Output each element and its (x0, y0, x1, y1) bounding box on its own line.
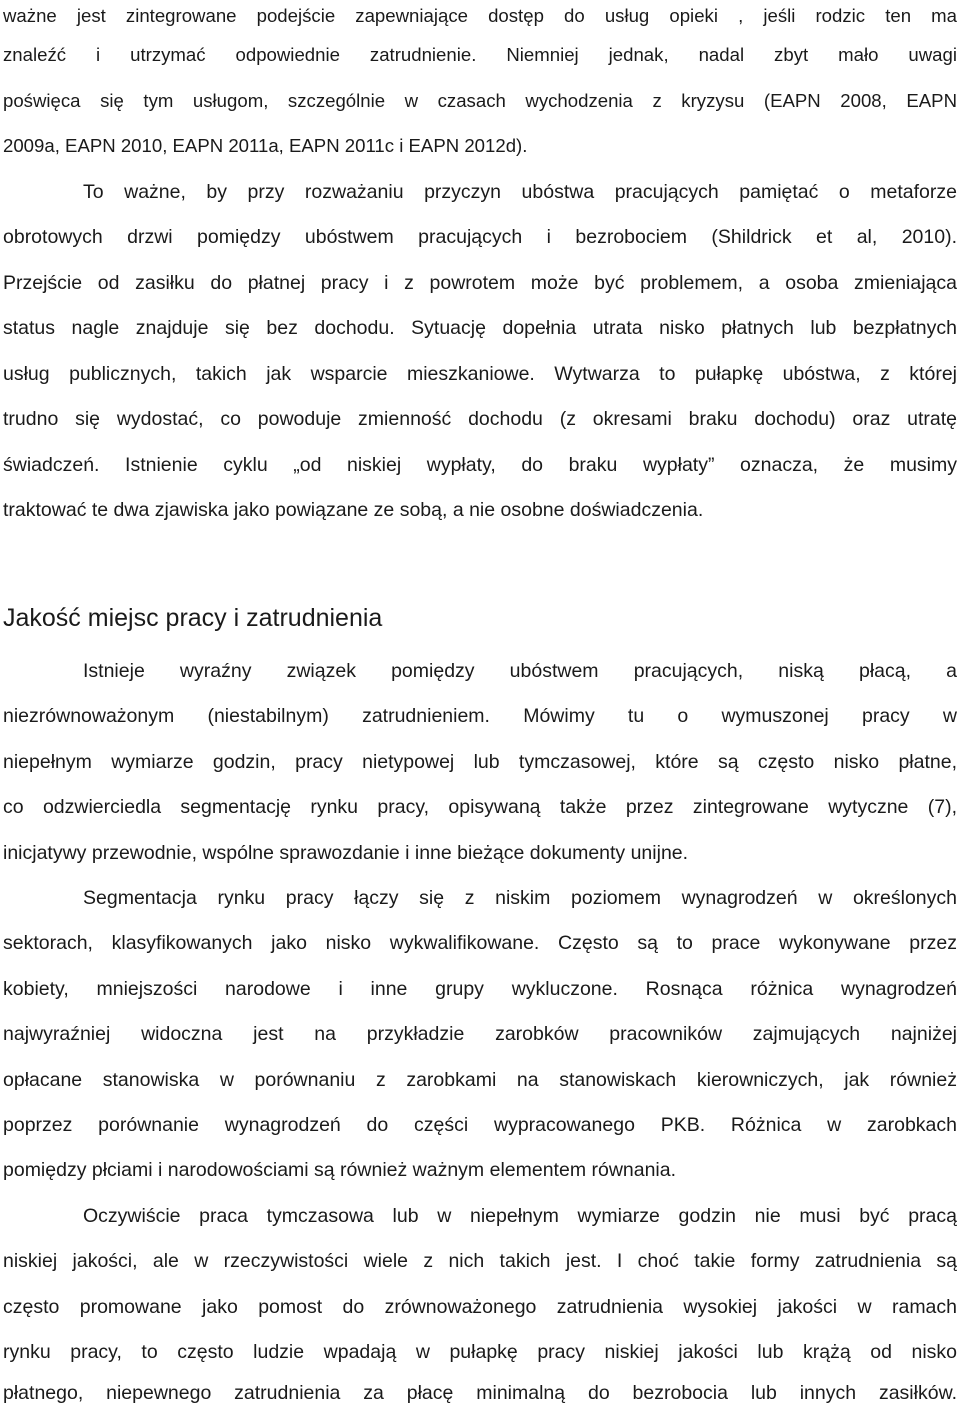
paragraph-2-line: trudno się wydostać, co powoduje zmienność dochodu (z okresami braku dochodu) oraz utratę (3, 408, 957, 430)
paragraph-3-line: Istnieje wyraźny związek pomiędzy ubóstwem pracujących, niską płacą, a (83, 660, 957, 682)
paragraph-3-line: co odzwierciedla segmentację rynku pracy, opisywaną także przez zintegrowane wytyczne (7), (3, 796, 957, 818)
paragraph-1-line: ważne jest zintegrowane podejście zapewniające dostęp do usług opieki , jeśli rodzic ten ma (3, 5, 957, 26)
paragraph-4-line: opłacane stanowiska w porównaniu z zarobkami na stanowiskach kierowniczych, jak również (3, 1069, 957, 1091)
paragraph-2-line: To ważne, by przy rozważaniu przyczyn ubóstwa pracujących pamiętać o metaforze (83, 181, 957, 203)
paragraph-5-line: Oczywiście praca tymczasowa lub w niepełnym wymiarze godzin nie musi być pracą (83, 1205, 957, 1227)
section-heading: Jakość miejsc pracy i zatrudnienia (3, 604, 383, 632)
paragraph-4-line: sektorach, klasyfikowanych jako nisko wykwalifikowane. Często są to prace wykonywane przez (3, 932, 957, 954)
paragraph-3-line: niezrównoważonym (niestabilnym) zatrudnieniem. Mówimy tu o wymuszonej pracy w (3, 705, 957, 727)
paragraph-1-line: 2009a, EAPN 2010, EAPN 2011a, EAPN 2011c i EAPN 2012d). (3, 135, 528, 156)
paragraph-2-line: usług publicznych, takich jak wsparcie mieszkaniowe. Wytwarza to pułapkę ubóstwa, z której (3, 363, 957, 385)
paragraph-4-line: Segmentacja rynku pracy łączy się z niskim poziomem wynagrodzeń w określonych (83, 887, 957, 909)
paragraph-2-line: świadczeń. Istnienie cyklu „od niskiej wypłaty, do braku wypłaty” oznacza, że musimy (3, 454, 957, 476)
paragraph-1-line: poświęca się tym usługom, szczególnie w czasach wychodzenia z kryzysu (EAPN 2008, EAPN (3, 90, 957, 111)
paragraph-2-line: traktować te dwa zjawiska jako powiązane ze sobą, a nie osobne doświadczenia. (3, 499, 704, 521)
paragraph-5-line: często promowane jako pomost do zrównoważonego zatrudnienia wysokiej jakości w ramach (3, 1296, 957, 1318)
paragraph-4-line: pomiędzy płciami i narodowościami są również ważnym elementem równania. (3, 1159, 677, 1181)
paragraph-4-line: najwyraźniej widoczna jest na przykładzie zarobków pracowników zajmujących najniżej (3, 1023, 957, 1045)
paragraph-4-line: kobiety, mniejszości narodowe i inne grupy wykluczone. Rosnąca różnica wynagrodzeń (3, 978, 957, 1000)
paragraph-5-line: rynku pracy, to często ludzie wpadają w pułapkę pracy niskiej jakości lub krążą od nisko (3, 1341, 957, 1363)
paragraph-2-line: Przejście od zasiłku do płatnej pracy i z powrotem może być problemem, a osoba zmieniająca (3, 272, 957, 294)
paragraph-2-line: obrotowych drzwi pomiędzy ubóstwem pracujących i bezrobociem (Shildrick et al, 2010). (3, 226, 957, 248)
paragraph-2-line: status nagle znajduje się bez dochodu. Sytuację dopełnia utrata nisko płatnych lub bezpłatnych (3, 317, 957, 339)
paragraph-3-line: niepełnym wymiarze godzin, pracy nietypowej lub tymczasowej, które są często nisko płatne, (3, 751, 957, 773)
paragraph-3-line: inicjatywy przewodnie, wspólne sprawozdanie i inne bieżące dokumenty unijne. (3, 842, 689, 864)
paragraph-1-line: znaleźć i utrzymać odpowiednie zatrudnienie. Niemniej jednak, nadal zbyt mało uwagi (3, 44, 957, 65)
paragraph-4-line: poprzez porównanie wynagrodzeń do części wypracowanego PKB. Różnica w zarobkach (3, 1114, 957, 1136)
paragraph-5-line: płatnego, niepewnego zatrudnienia za płacę minimalną do bezrobocia lub innych zasiłków. (3, 1382, 957, 1404)
paragraph-5-line: niskiej jakości, ale w rzeczywistości wiele z nich takich jest. I choć takie formy zatrudnienia są (3, 1250, 957, 1272)
